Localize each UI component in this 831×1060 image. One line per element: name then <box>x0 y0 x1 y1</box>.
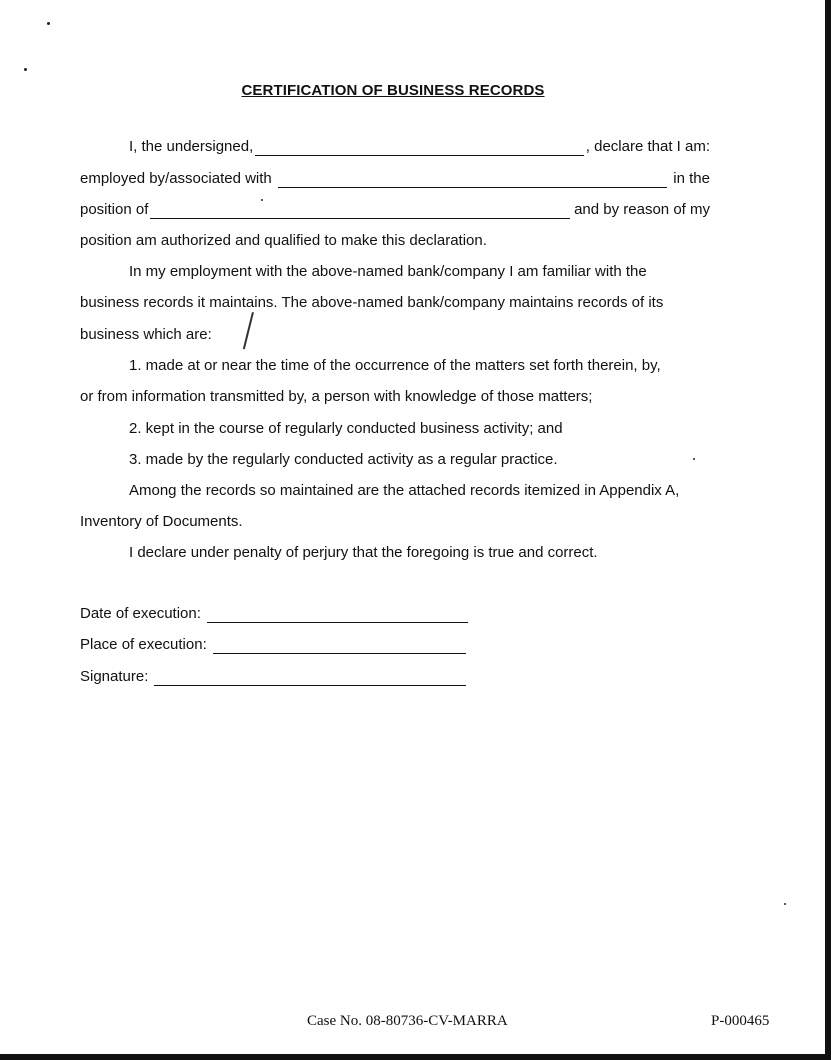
list-item-2: 2. kept in the course of regularly conducted business activity; and <box>129 420 563 437</box>
case-number: Case No. 08-80736-CV-MARRA <box>307 1013 508 1029</box>
employment-line <box>129 263 710 281</box>
signature-input-line[interactable] <box>154 671 466 686</box>
employer-label: employed by/associated with <box>80 170 272 187</box>
position-label: position of <box>80 201 149 218</box>
declare-text: , declare that I am: <box>585 138 710 155</box>
position-blank[interactable] <box>150 204 570 219</box>
inventory-line: Inventory of Documents. <box>80 513 243 530</box>
date-input-line[interactable] <box>207 608 468 623</box>
place-field-row <box>80 636 468 654</box>
list-item-3: 3. made by the regularly conducted activity as a regular practice. <box>129 451 558 468</box>
document-title: CERTIFICATION OF BUSINESS RECORDS <box>241 82 545 99</box>
page-id: P-000465 <box>711 1013 770 1029</box>
authorized-line: position am authorized and qualified to make this declaration. <box>80 232 487 249</box>
business-which-line: business which are: <box>80 326 212 343</box>
appendix-line: Among the records so maintained are the attached records itemized in Appendix A, <box>129 482 680 499</box>
employer-line <box>80 170 710 188</box>
undersigned-name-blank[interactable] <box>255 141 584 156</box>
list-item-1: 1. made at or near the time of the occurrence of the matters set forth therein, by, <box>129 357 661 374</box>
employer-blank[interactable] <box>278 173 668 188</box>
signature-label: Signature: <box>80 668 149 685</box>
employment-text: In my employment with the above-named bank/company I am familiar with the <box>129 263 647 280</box>
place-label: Place of execution: <box>80 636 207 653</box>
position-line <box>80 201 710 219</box>
date-field-row <box>80 605 470 623</box>
undersigned-label: I, the undersigned, <box>129 138 254 155</box>
signature-field-row <box>80 668 468 686</box>
date-label: Date of execution: <box>80 605 201 622</box>
list-item-1-continued: or from information transmitted by, a person with knowledge of those matters; <box>80 388 593 405</box>
records-line: business records it maintains. The above-named bank/company maintains records of its <box>80 294 664 311</box>
place-input-line[interactable] <box>213 639 466 654</box>
declarant-line <box>129 138 710 156</box>
perjury-declaration: I declare under penalty of perjury that the foregoing is true and correct. <box>129 544 598 561</box>
in-the-text: in the <box>673 170 710 187</box>
by-reason-text: and by reason of my <box>574 201 710 218</box>
